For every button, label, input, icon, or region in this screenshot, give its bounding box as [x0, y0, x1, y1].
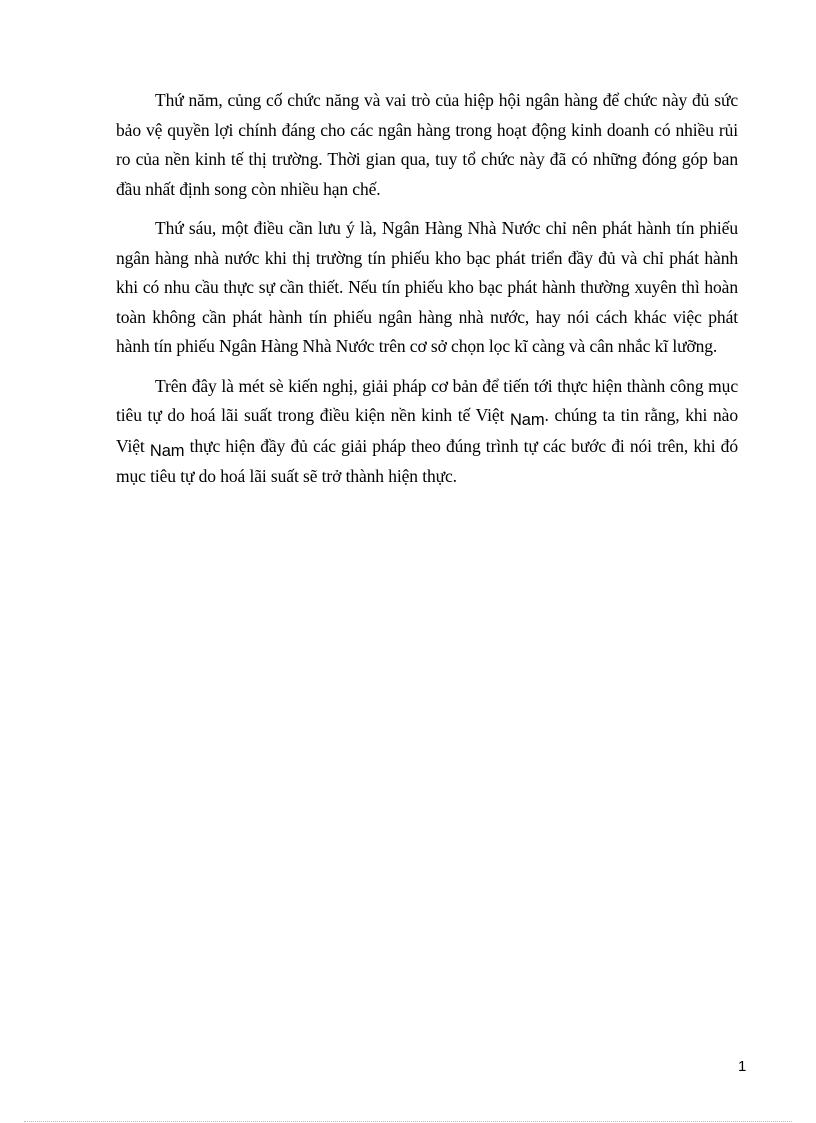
country-name-lowered: Nam	[509, 411, 545, 429]
paragraph-1	[116, 86, 738, 204]
paragraph-text: Thứ sáu, một điều cần lưu ý là, Ngân Hàng Nhà Nước chỉ nên phát hành tín phiếu ngân hàng nhà nước khi thị trường tín phiếu kho bạc phát triển đầy đủ và chỉ phát hành khi có nhu cầu thực sự cần thiết. Nếu tín phiếu kho bạc phát hành thường xuyên thì hoàn toàn không cần phát hành tín phiếu ngân hàng nhà nước, hay nói cách khác việc phát hành tín phiếu Ngân Hàng Nhà Nước trên cơ sở chọn lọc kĩ càng và cân nhắc kĩ lưỡng.	[116, 218, 738, 356]
document-body	[116, 86, 738, 502]
paragraph-text: thực hiện đầy đủ các giải pháp theo đúng trình tự các bước đi nói trên, khi đó mục tiêu tự do hoá lãi suất sẽ trở thành hiện thực.	[116, 435, 738, 486]
page-bottom-divider	[24, 1121, 792, 1122]
page-number: 1	[738, 1058, 747, 1075]
paragraph-text: . chúng ta tin rằng, khi nào Việt	[116, 405, 739, 456]
paragraph-text: Thứ năm, củng cố chức năng và vai trò của hiệp hội ngân hàng để chức này đủ sức bảo vệ quyền lợi chính đáng cho các ngân hàng trong hoạt động kinh doanh có nhiều rủi ro của nền kinh tế thị trường. Thời gian qua, tuy tổ chức này đã có những đóng góp ban đầu nhất định song còn nhiều hạn chế.	[116, 90, 738, 199]
country-name-lowered: Nam	[149, 441, 185, 460]
paragraph-text: Trên đây là mét sè kiến nghị, giải pháp cơ bản để tiến tới thực hiện thành công mục tiêu tự do hoá lãi suất trong điều kiện nền kinh tế Việt	[116, 375, 738, 425]
paragraph-2	[116, 214, 738, 362]
paragraph-3	[116, 372, 738, 492]
